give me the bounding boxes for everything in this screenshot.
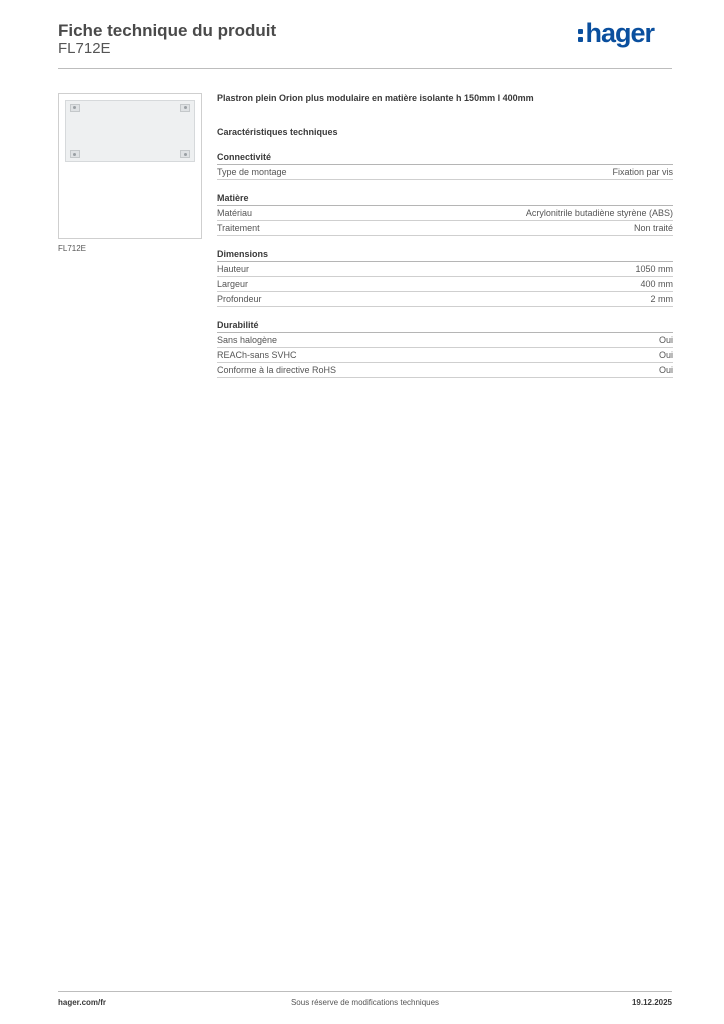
spec-value: 1050 mm — [635, 264, 673, 274]
spec-label: Hauteur — [217, 264, 250, 274]
spec-row — [217, 277, 673, 292]
spec-label: Traitement — [217, 223, 260, 233]
section-title: Dimensions — [217, 249, 673, 262]
product-image — [58, 93, 202, 239]
spec-section — [217, 320, 673, 378]
spec-value: Acrylonitrile butadiène styrène (ABS) — [525, 208, 673, 218]
image-caption: FL712E — [58, 244, 87, 253]
spec-row — [217, 165, 673, 180]
spec-sections — [217, 152, 673, 378]
section-title: Matière — [217, 193, 673, 206]
spec-value: 400 mm — [640, 279, 673, 289]
spec-row — [217, 262, 673, 277]
page-footer — [58, 998, 672, 1012]
faceplate-illustration — [65, 100, 195, 162]
page-title: Fiche technique du produit — [58, 21, 277, 40]
spec-value: Non traité — [633, 223, 673, 233]
footer-date: 19.12.2025 — [631, 998, 672, 1007]
header-divider — [58, 68, 672, 69]
spec-section — [217, 193, 673, 236]
characteristics-heading: Caractéristiques techniques — [217, 127, 338, 137]
spec-value: Oui — [658, 365, 673, 375]
footer-notice: Sous réserve de modifications techniques — [290, 998, 440, 1007]
logo-text: hager — [585, 18, 654, 48]
section-title: Connectivité — [217, 152, 673, 165]
spec-row — [217, 333, 673, 348]
spec-row — [217, 348, 673, 363]
product-description: Plastron plein Orion plus modulaire en matière isolante h 150mm l 400mm — [217, 93, 534, 103]
section-title: Durabilité — [217, 320, 673, 333]
spec-label: Matériau — [217, 208, 253, 218]
product-details — [217, 92, 673, 391]
spec-label: Type de montage — [217, 167, 287, 177]
spec-value: Oui — [658, 350, 673, 360]
spec-row — [217, 206, 673, 221]
logo-dots-icon — [578, 27, 583, 43]
spec-value: 2 mm — [650, 294, 673, 304]
spec-label: Profondeur — [217, 294, 262, 304]
spec-label: REACh-sans SVHC — [217, 350, 297, 360]
footer-divider — [58, 991, 672, 992]
footer-website-link[interactable]: hager.com/fr — [58, 998, 107, 1007]
spec-label: Sans halogène — [217, 335, 278, 345]
spec-row — [217, 292, 673, 307]
spec-row — [217, 363, 673, 378]
spec-value: Fixation par vis — [612, 167, 673, 177]
page-header — [58, 20, 672, 68]
spec-row — [217, 221, 673, 236]
spec-label: Conforme à la directive RoHS — [217, 365, 337, 375]
hager-logo[interactable] — [578, 18, 654, 48]
product-reference: FL712E — [58, 40, 111, 57]
spec-label: Largeur — [217, 279, 249, 289]
spec-section — [217, 249, 673, 307]
spec-value: Oui — [658, 335, 673, 345]
spec-section — [217, 152, 673, 180]
